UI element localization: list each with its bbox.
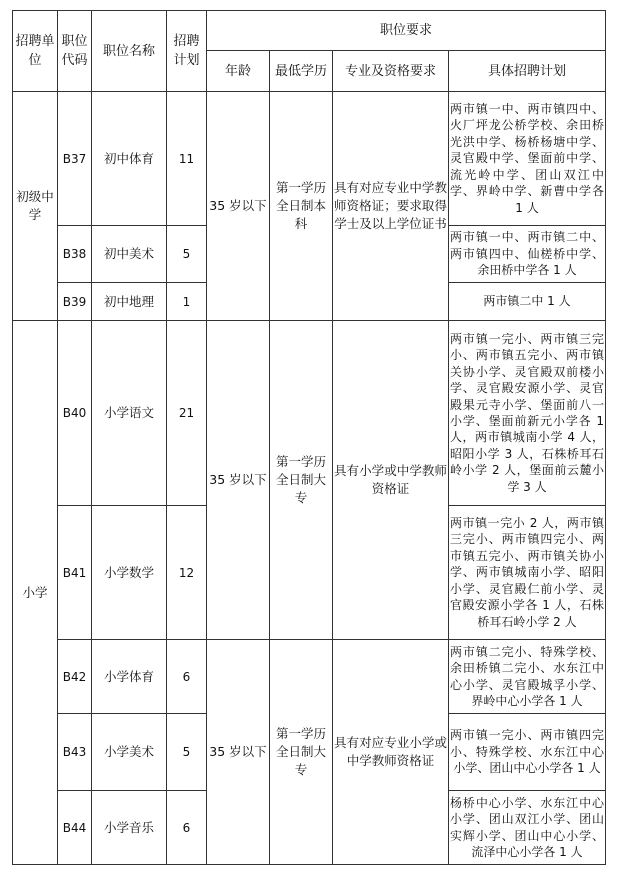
count-cell: 21 bbox=[167, 321, 207, 506]
age-cell: 35 岁以下 bbox=[207, 92, 270, 321]
education-cell: 第一学历全日制本科 bbox=[270, 92, 333, 321]
plan-detail-cell: 两市镇二完小、特殊学校、余田桥镇二完小、水东江中心小学、灵官殿城孚小学、界岭中心小学各 1 人 bbox=[449, 640, 606, 714]
count-cell: 1 bbox=[167, 283, 207, 321]
count-cell: 5 bbox=[167, 226, 207, 283]
header-row-top bbox=[13, 11, 606, 51]
recruitment-table-sheet bbox=[12, 10, 606, 865]
header-age: 年龄 bbox=[207, 51, 270, 92]
qualification-cell: 具有对应专业中学教师资格证；要求取得学士及以上学位证书 bbox=[333, 92, 449, 321]
code-cell: B43 bbox=[58, 714, 92, 791]
age-cell: 35 岁以下 bbox=[207, 640, 270, 865]
plan-detail-cell: 两市镇二中 1 人 bbox=[449, 283, 606, 321]
header-qualification: 专业及资格要求 bbox=[333, 51, 449, 92]
header-plan-count: 招聘计划 bbox=[167, 11, 207, 92]
plan-detail-cell: 两市镇一完小、两市镇四完小、特殊学校、水东江中心小学、团山中心小学各 1 人 bbox=[449, 714, 606, 791]
qualification-cell: 具有小学或中学教师资格证 bbox=[333, 321, 449, 640]
count-cell: 6 bbox=[167, 640, 207, 714]
code-cell: B39 bbox=[58, 283, 92, 321]
plan-detail-cell: 两市镇一中、两市镇二中、两市镇四中、仙槎桥中学、余田桥中学各 1 人 bbox=[449, 226, 606, 283]
count-cell: 5 bbox=[167, 714, 207, 791]
count-cell: 6 bbox=[167, 791, 207, 865]
code-cell: B37 bbox=[58, 92, 92, 226]
education-cell: 第一学历全日制大专 bbox=[270, 640, 333, 865]
count-cell: 12 bbox=[167, 506, 207, 640]
plan-detail-cell: 两市镇一中、两市镇四中、火厂坪龙公桥学校、余田桥光洪中学、杨桥杨塘中学、灵官殿中学、堡面前中学、流光岭中学、团山双江中学、界岭中学、新曹中学各 1 人 bbox=[449, 92, 606, 226]
plan-detail-cell: 两市镇一完小 2 人，两市镇三完小、两市镇四完小、两市镇五完小、两市镇关协小学、两市镇城南小学、昭阳小学、灵官殿仁前小学、灵官殿安源小学各 1 人，石株桥耳石岭小学 2 人 bbox=[449, 506, 606, 640]
position-name-cell: 初中地理 bbox=[92, 283, 167, 321]
position-name-cell: 小学美术 bbox=[92, 714, 167, 791]
position-name-cell: 初中体育 bbox=[92, 92, 167, 226]
code-cell: B42 bbox=[58, 640, 92, 714]
unit-cell: 小学 bbox=[13, 321, 58, 865]
header-plan-detail: 具体招聘计划 bbox=[449, 51, 606, 92]
position-name-cell: 小学音乐 bbox=[92, 791, 167, 865]
code-cell: B41 bbox=[58, 506, 92, 640]
count-cell: 11 bbox=[167, 92, 207, 226]
recruitment-table bbox=[12, 10, 606, 865]
header-code: 职位代码 bbox=[58, 11, 92, 92]
header-education: 最低学历 bbox=[270, 51, 333, 92]
unit-cell: 初级中学 bbox=[13, 92, 58, 321]
position-name-cell: 初中美术 bbox=[92, 226, 167, 283]
code-cell: B38 bbox=[58, 226, 92, 283]
header-unit: 招聘单位 bbox=[13, 11, 58, 92]
qualification-cell: 具有对应专业小学或中学教师资格证 bbox=[333, 640, 449, 865]
position-name-cell: 小学语文 bbox=[92, 321, 167, 506]
header-name: 职位名称 bbox=[92, 11, 167, 92]
position-name-cell: 小学体育 bbox=[92, 640, 167, 714]
table-row bbox=[13, 92, 606, 226]
position-name-cell: 小学数学 bbox=[92, 506, 167, 640]
education-cell: 第一学历全日制大专 bbox=[270, 321, 333, 640]
table-row bbox=[13, 640, 606, 714]
code-cell: B44 bbox=[58, 791, 92, 865]
header-requirements: 职位要求 bbox=[207, 11, 606, 51]
age-cell: 35 岁以下 bbox=[207, 321, 270, 640]
plan-detail-cell: 杨桥中心小学、水东江中心小学、团山双江小学、团山实辉小学、团山中心小学、流泽中心小学各 1 人 bbox=[449, 791, 606, 865]
code-cell: B40 bbox=[58, 321, 92, 506]
plan-detail-cell: 两市镇一完小、两市镇三完小、两市镇五完小、两市镇关协小学、灵官殿双前楼小学、灵官殿安源小学、灵官殿果元寺小学、堡面前八一小学、堡面前新元小学各 1 人，两市镇城南小学 4 人，昭阳小学 3 人，石株桥耳石岭小学 2 人，堡面前云麓小学 3 人 bbox=[449, 321, 606, 506]
table-row bbox=[13, 321, 606, 506]
